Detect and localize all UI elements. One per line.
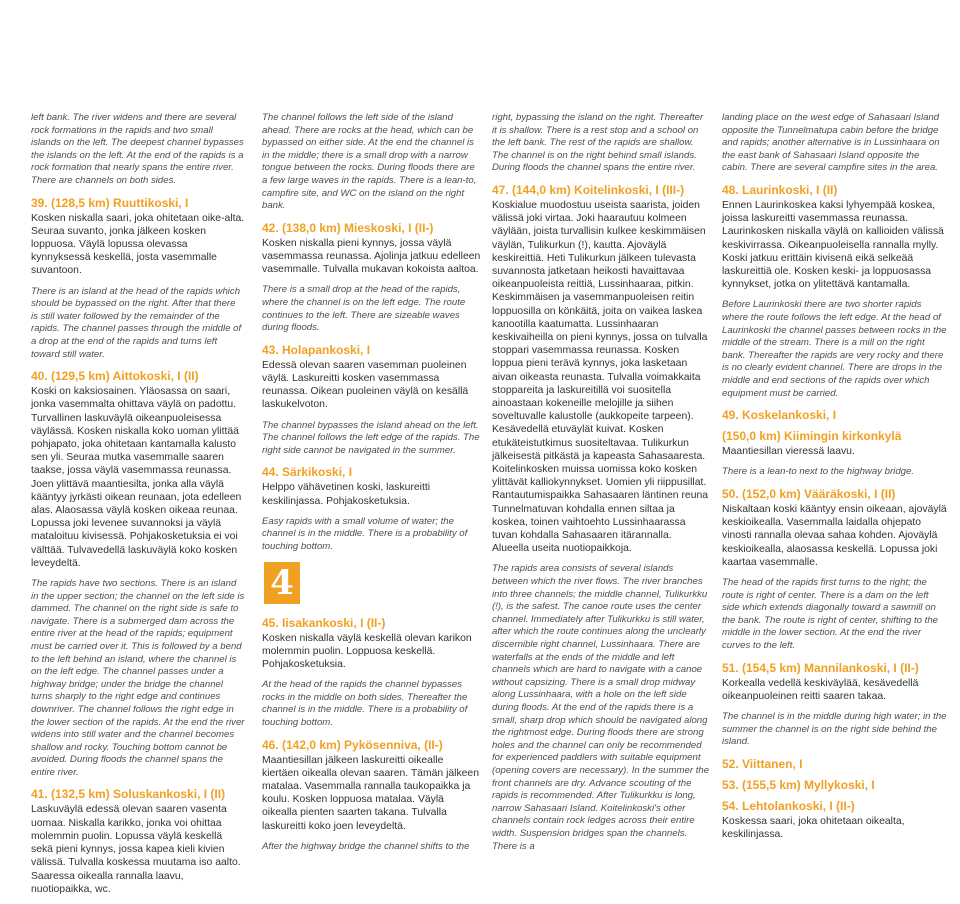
heading-koskelankoski: 49. Koskelankoski, I	[722, 408, 837, 423]
section-number: 4	[270, 562, 294, 603]
heading-iisakankoski: 45. Iisakankoski, I (II-)	[262, 615, 386, 630]
heading-aittokoski: 40. (129,5 km) Aittokoski, I (II)	[31, 369, 199, 384]
heading-viittanen: 52. Viittanen, I	[722, 756, 803, 771]
finnish-paragraph: Niskaltaan koski kääntyy ensin oikeaan, ajoväylä keskioikealla. Vasemmalla laidalla ohjepato vinosti rannalla olevaa sahaa kohden. Ajoväylä keskioikealla, alaosassa keskellä. Lopussa joki kaartaa vasemmalle.	[722, 503, 947, 568]
english-paragraph: landing place on the west edge of Sahasaari Island opposite the Tunnelmatupa cabin before the bridge and rapids; another alternative is in Lussinhaara on the east bank of Sahasaari Island opposite the cabin. There are several campfire sites in the area.	[722, 112, 940, 174]
english-paragraph: Easy rapids with a small volume of water; the channel is in the middle. There is a probability of touching bottom.	[262, 515, 468, 552]
english-paragraph: At the head of the rapids the channel bypasses rocks in the middle on both sides. Thereafter the channel is in the middle. There is a probability of touching bottom.	[262, 679, 468, 728]
finnish-paragraph: Maantiesillan jälkeen laskureitti oikealle kiertäen oikealla olevan saaren. Tämän jälkeen matalaa. Vasemmalla rannalla taukopaikka ja koulu. Kosken loppuosa matalaa. Väylä oikealla pienten saarten takana. Tulvalla laskureitti koko joen leveydeltä.	[262, 754, 479, 832]
english-paragraph: The rapids have two sections. There is an island in the upper section; the channel on the left side is dammed. The channel on the right side is safe to navigate. There is a submerged dam across the entire river at the head of the rapids; equipment must be carried over it. This is followed by a bend to the left behind an island, where the channel is on the left edge. The channel passes under a highway bridge; under the bridge the channel turns sharply to the right edge and continues downriver. The channel follows the right edge in the lower section of the rapids. At the end the river widens into still water and the channel becomes shallow and rocky. Touching bottom cannot be avoided. During floods the channel spans the entire river.	[31, 577, 245, 778]
finnish-paragraph: Edessä olevan saaren vasemman puoleinen väylä. Laskureitti kosken vasemmassa reunassa. Oikean puoleinen väylä on kesällä laskukelvoton.	[262, 359, 469, 411]
finnish-paragraph: Laskuväylä edessä olevan saaren vasenta uomaa. Niskalla karikko, jonka voi ohittaa molemmin puolin. Lopussa väylä keskellä sekä pieni kynnys, jossa kapea kieli kivien välissä. Tulvalla koskessa muutama iso aalto. Saaressa oikealla rannalla laavu, nuotiopaikka, wc.	[31, 804, 241, 895]
heading-mieskoski: 42. (138,0 km) Mieskoski, I (II-)	[262, 220, 434, 235]
heading-ruuttikoski: 39. (128,5 km) Ruuttikoski, I	[31, 195, 189, 210]
heading-pykosenniva: 46. (142,0 km) Pykösenniva, (II-)	[262, 737, 443, 752]
text-column-4	[722, 112, 947, 849]
text-column-2	[262, 112, 481, 861]
section-number-badge	[264, 562, 300, 604]
text-column-1	[31, 112, 245, 904]
finnish-paragraph: Maantiesillan vieressä laavu.	[722, 446, 855, 458]
finnish-paragraph: Kosken niskalla saari, joka ohitetaan oike-alta. Seuraa suvanto, jonka jälkeen kosken loppuosa. Väylä lopussa olevassa kynnyksessä keskellä, josta vasemmalle suvantoon.	[31, 212, 245, 277]
heading-soluskankoski: 41. (132,5 km) Soluskankoski, I (II)	[31, 787, 226, 802]
english-paragraph: The head of the rapids first turns to the right; the route is right of center. There is a dam on the left side which extends diagonally toward a sawmill on the bank. The route is right of center, shifting to the middle in the lower section. At the end the river curves to the left.	[722, 576, 938, 651]
finnish-paragraph: Koskialue muodostuu useista saarista, joiden välissä joki virtaa. Joki haarautuu kolmeen väylään, joista turvallisin kulkee keskimmäisen väylän, Tulikurkun (!), kautta. Ajoväylä keskireittiä. Heti Tulikurkun jälkeen tulevasta suvannosta jatketaan heikosti havaittavaa oikeanpuoleista reittiä, Lussinhaaraa, pitkin. Keskimmäisen ja vasemmanpuoleisen reitin loppuosilla on könkäitä, joita on vaikea laskea kanootilla kaatumatta. Lussinhaaran keskivaiheilla on pieni kynnys, jossa on tulvalla stoppari vasemmassa reunassa. Kosken loppua pieni terävä kynnys, joka lasketaan aivan oikeasta reunasta. Tulvalla voimakkaita stoppareita ja laskureitillä voi suositella ainoastaan kokeneille melojille ja siihen soveltuvalle kalustolle (aukkopeite tarpeen). Kesävedellä etuväylät kuivat. Kosken etukäteistutkimus suositeltavaa. Tulikurkun jälkeisestä pitkästä ja kapeasta Sahasaaresta. Koitelinkosken muissa uomissa koko kosken ylittävät kalliokynnykset. Uomien yli riippusillat. Rantautumispaikka Sahasaaren läntinen reuna Tunnelmatuvan kohdalla ennen siltaa ja koskea, toinen vaihtoehto Lussinhaarassa tuvan kohdalla Sahasaaren itärannalla. Alueella useita nuotiopaikkoja.	[492, 199, 709, 555]
english-paragraph: The channel is in the middle during high water; in the summer the channel is on the right side behind the island.	[722, 710, 947, 748]
english-paragraph: After the highway bridge the channel shifts to the	[262, 840, 470, 852]
finnish-paragraph: Kosken niskalla väylä keskellä olevan karikon molemmin puolin. Loppuosa keskellä. Pohjakosketuksia.	[262, 632, 472, 670]
heading-kiimingin-kirkonkyla: (150,0 km) Kiimingin kirkonkylä	[722, 429, 902, 444]
english-paragraph: The channel bypasses the island ahead on the left. The channel follows the left edge of the rapids. The right side cannot be navigated in the summer.	[262, 419, 480, 456]
finnish-paragraph: Koski on kaksiosainen. Yläosassa on saari, jonka vasemmalta ohittava väylä on padottu. Turvallinen laskuväylä oikeanpuoleisessa väylässä. Kosken niskalla koko uoman ylittää pohjapato, joka ohitetaan kantamalla kalusto sen yli. Seuraa mutka vasemmalle saaren taakse, jossa väylä vasemmassa reunassa. Joen ylittävä maantiesilta, jonka alla väylä kääntyy jyrkästi oikean reunaan, jota edelleen alas. Alaosassa väylä kosken oikeaa reunaa. Lopussa joki levenee suvannoksi ja väylä mataloituu kivisessä. Pohjakosketuksia ei voi välttää. Tulvavedellä laskuväylä koko kosken leveydeltä.	[31, 386, 242, 569]
heading-holapankoski: 43. Holapankoski, I	[262, 342, 371, 357]
heading-koitelinkoski: 47. (144,0 km) Koitelinkoski, I (III-)	[492, 182, 685, 197]
finnish-paragraph: Helppo vähävetinen koski, laskureitti keskilinjassa. Pohjakosketuksia.	[262, 482, 431, 507]
english-paragraph: The rapids area consists of several islands between which the river flows. The river branches into three channels; the middle channel, Tulikurkku (!), is the safest. The canoe route uses the center channel. Immediately after Tulikurkku is still water, after which the route continues along the unclearly discernible right channel, Lussinhaara. There are waterfalls at the ends of the middle and left channels which are hard to navigate with a canoe without capsizing. There is a small drop midway along Lussinhaara, with a hole on the left side during floods. At the end of the rapids there is a small, sharp drop which should be navigated along the rightmost edge. During floods there are strong holes and the channel can only be recommended for experienced paddlers with suitable equipment (opening covers are necessary). In the summer the front channels are dry. Advance scouting of the rapids is recommended. After Tulikurkku is long, narrow Sahasaari Island. Koitelinkoski's other channels contain rock ledges across their entire width. Suspension bridges span the channels. There is a	[492, 563, 710, 852]
english-paragraph: There is an island at the head of the rapids which should be bypassed on the right. After that there is still water followed by the remainder of the rapids. The channel passes through the middle of a drop at the end of the rapids and turns left toward still water.	[31, 285, 242, 360]
heading-lehtolankoski: 54. Lehtolankoski, I (II-)	[722, 798, 855, 813]
heading-mannilankoski: 51. (154,5 km) Mannilankoski, I (II-)	[722, 660, 919, 675]
english-paragraph: The channel follows the left side of the island ahead. There are rocks at the head, which can be bypassed on either side. At the end the channel is in the middle; there is a small drop with a narrow tongue between the rocks. During floods there are a few large waves in the rapids. There is a lean-to, campfire site, and WC on the island on the right bank.	[262, 112, 477, 212]
finnish-paragraph: Ennen Laurinkoskea kaksi lyhyempää koskea, joissa laskureitti vasemmassa reunassa. Laurinkosken niskalla väylä on kallioiden välissä keskivirrassa. Oikeanpuoleisella rannalla mylly. Koski jatkuu erittäin kivisenä eikä selkeää laskureittiä ole. Kosken keski- ja loppuosassa kynnykset, jotka on ylitettävä kantamalla.	[722, 199, 944, 291]
english-paragraph: left bank. The river widens and there are several rock formations in the rapids and two small islands on the left. The deepest channel bypasses the islands on the left. At the end of the rapids is a rock formation that nearly spans the entire river. There are channels on both sides.	[31, 112, 244, 186]
finnish-paragraph: Korkealla vedellä keskiväylää, kesävedellä oikeanpuoleinen reitti saaren takaa.	[722, 677, 919, 702]
english-paragraph: There is a small drop at the head of the rapids, where the channel is on the left edge. The route continues to the left. There are sizeable waves during floods.	[262, 284, 466, 334]
heading-sarkikoski: 44. Särkikoski, I	[262, 465, 353, 480]
finnish-paragraph: Koskessa saari, joka ohitetaan oikealta, keskilinjassa.	[722, 815, 905, 840]
english-paragraph: Before Laurinkoski there are two shorter rapids where the route follows the left edge. At the head of Laurinkoski the channel passes between rocks in the middle of the stream. There is a mill on the right bank. Thereafter the rapids are very rocky and there is no clearly evident channel. There are drops in the middle and end sections of the rapids over which equipment must be carried.	[722, 299, 947, 399]
english-paragraph: There is a lean-to next to the highway bridge.	[722, 466, 914, 478]
english-paragraph: right, bypassing the island on the right. Thereafter it is shallow. There is a rest stop and a school on the left bank. The rest of the rapids are shallow. The channel is on the right behind small islands. During floods the channel spans the entire river.	[492, 112, 704, 174]
heading-laurinkoski: 48. Laurinkoski, I (II)	[722, 182, 838, 197]
text-column-3	[492, 112, 710, 861]
finnish-paragraph: Kosken niskalla pieni kynnys, jossa väylä vasemmassa reunassa. Ajolinja jatkuu edelleen vasemmalle. Tulvalla mukavan kokoista aaltoa.	[262, 237, 481, 276]
heading-myllykoski: 53. (155,5 km) Myllykoski, I	[722, 777, 875, 792]
heading-vaarakoski: 50. (152,0 km) Vääräkoski, I (II)	[722, 486, 896, 501]
